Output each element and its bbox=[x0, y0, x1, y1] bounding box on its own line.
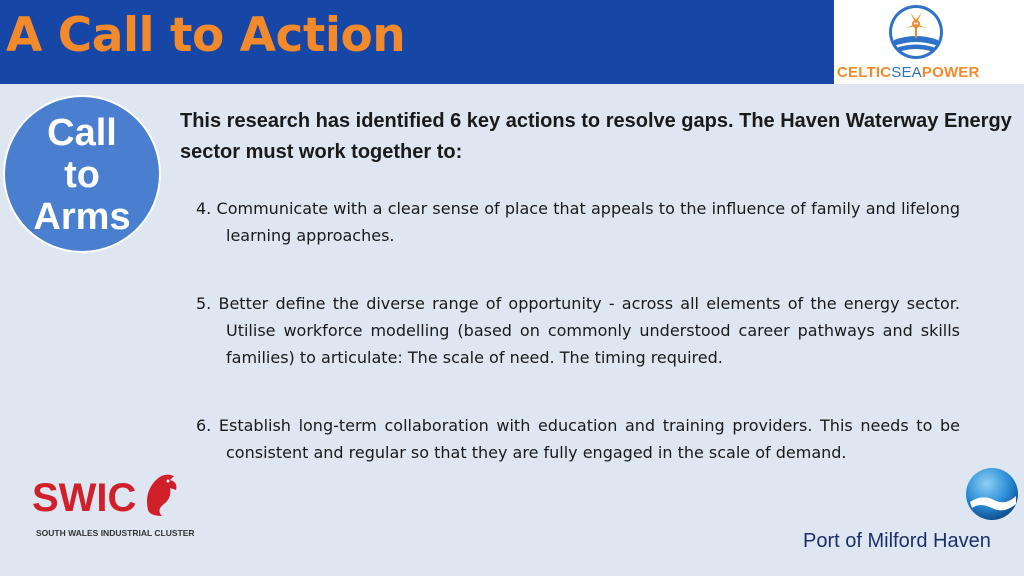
action-item-5: 5. Better define the diverse range of opportunity - across all elements of the energy sector. Utilise workforce modelling (based on commonly understood career pathways and skills families) to articulate: The scale of need. The timing required. bbox=[196, 294, 960, 367]
action-item-4: 4. Communicate with a clear sense of place that appeals to the influence of family and lifelong learning approaches. bbox=[196, 199, 960, 245]
header-bar bbox=[0, 0, 1024, 84]
badge-text: Call to Arms bbox=[33, 112, 131, 238]
page-title: A Call to Action bbox=[6, 8, 406, 63]
port-of-milford-haven-wordmark: Port of Milford Haven bbox=[803, 530, 991, 552]
dragon-icon bbox=[140, 470, 180, 518]
swic-logo bbox=[32, 470, 195, 540]
action-item-6: 6. Establish long-term collaboration with education and training providers. This needs to be consistent and regular so that they are fully engaged in the scale of demand. bbox=[196, 416, 960, 462]
swic-subtitle: SOUTH WALES INDUSTRIAL CLUSTER bbox=[36, 528, 195, 538]
wind-turbine-emblem-icon bbox=[886, 2, 946, 62]
celtic-sea-power-wordmark: CELTICSEAPOWER bbox=[837, 64, 980, 81]
swic-wordmark: SWIC bbox=[32, 476, 137, 520]
celtic-sea-power-logo bbox=[834, 0, 1024, 84]
call-to-arms-badge bbox=[5, 97, 159, 251]
intro-text: This research has identified 6 key actions to resolve gaps. The Haven Waterway Energy sector must work together to: bbox=[180, 110, 1012, 163]
port-globe-icon bbox=[964, 466, 1020, 522]
